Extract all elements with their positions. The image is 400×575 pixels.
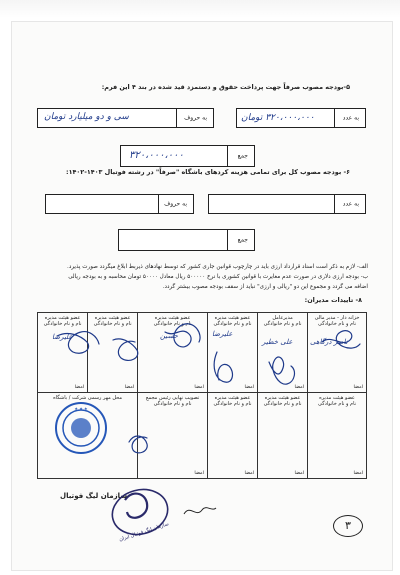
- sig-cell: تصویب نهایی رئیس مجمع نام و نام خانوادگی امضا: [138, 393, 208, 479]
- svg-text:★ ★ ★: ★ ★ ★: [74, 406, 88, 411]
- section6-words-box: [45, 194, 194, 214]
- hw-name-r1c2: علی خطیر: [262, 338, 293, 346]
- section5-total-box: [120, 145, 255, 167]
- hw-name-r1c1: ناصر درگاهی: [310, 338, 348, 346]
- hw-name-r1c4: حسین: [160, 332, 179, 340]
- note-line-3: اضافه می گردد و مجموع این دو "ریالی و ارزی" نباید از سقف بودجه مصوب بیشتر گردد.: [162, 284, 368, 290]
- section5-amount-box: [236, 108, 366, 128]
- note-line-1: الف- لازم به ذکر است اسناد قرارداد ارزی باید در چارچوب قوانین جاری کشور که توسط نهادهای ذیربط ابلاغ میگردد صورت پذیرد.: [67, 264, 368, 270]
- stamp-cell: محل مهر رسمی شرکت / باشگاه: [38, 393, 138, 479]
- sig-cell: عضو هیئت مدیره نام و نام خانوادگی امضا: [308, 393, 367, 479]
- section6-total-box: [118, 229, 255, 251]
- club-stamp-icon: [53, 400, 109, 456]
- section6-amount-box: [208, 194, 366, 214]
- section6-words-label: به حروف: [164, 200, 187, 208]
- section5-words-box: [37, 108, 214, 128]
- page-number-circle: [333, 515, 363, 537]
- hw-name-r1c6: علیرضا: [52, 333, 73, 341]
- sig-cell: عضو هیئت مدیره نام و نام خانوادگی امضا: [207, 313, 257, 393]
- section5-total-label: جمع: [237, 152, 248, 160]
- section5-words-label: به حروف: [184, 114, 207, 122]
- top-stripe: [0, 0, 400, 18]
- section5-words-value: سی و دو میلیارد تومان: [44, 112, 129, 122]
- sig-cell: عضو هیئت مدیره نام و نام خانوادگی امضا: [38, 313, 88, 393]
- page-number: ۳: [345, 519, 351, 532]
- section6-total-label: جمع: [237, 236, 248, 244]
- section5-amount-value: ۳۲۰،۰۰۰،۰۰۰ تومان: [241, 113, 315, 123]
- sig-cell: عضو هیئت مدیره نام و نام خانوادگی امضا: [207, 393, 257, 479]
- note-line-2: ب- بودجه ارزی دلاری در صورت عدم مغایرت با قوانین کشوری با نرخ ۵۰۰۰۰۰ ریال معادل ۵۰۰۰۰ تومان محاسبه و به بودجه ریالی: [68, 274, 368, 280]
- sig-cell: خزانه دار - مدیر مالی نام و نام خانوادگی امضا: [308, 313, 367, 393]
- sig-cell: عضو هیئت مدیره نام و نام خانوادگی امضا: [88, 313, 138, 393]
- hw-name-r1c3: علیرضا: [212, 330, 233, 338]
- stamp-text: سازمان لیگ فوتبال ایران: [118, 521, 170, 543]
- footer-signature-scribble: [180, 500, 220, 520]
- section5-total-value: ۳۲۰،۰۰۰،۰۰۰: [129, 150, 184, 161]
- sig-cell: عضو هیئت مدیره نام و نام خانوادگی امضا: [258, 393, 308, 479]
- section5-title: ۵-بودجه مصوب صرفاً جهت پرداخت حقوق و دستمزد قید شده در بند ۴ این فرم:: [101, 83, 350, 91]
- section6-amount-label: به عدد: [342, 200, 359, 208]
- section6-title: ۶- بودجه مصوب کل برای تمامی هزینه کردهای باشگاه "صرفاً" در رشته فوتبال ۱۴۰۳-۱۴۰۲:: [66, 168, 350, 176]
- section5-amount-label: به عدد: [342, 114, 359, 122]
- signature-scribbles: [37, 312, 367, 482]
- section8-title: ۸- تاییدات مدیران:: [304, 296, 362, 304]
- sig-cell: عضو هیئت مدیره نام و نام خانوادگی امضا: [138, 313, 208, 393]
- sig-cell: مدیرعامل نام و نام خانوادگی امضا: [258, 313, 308, 393]
- org-name: سازمان لیگ فوتبال: [60, 492, 128, 500]
